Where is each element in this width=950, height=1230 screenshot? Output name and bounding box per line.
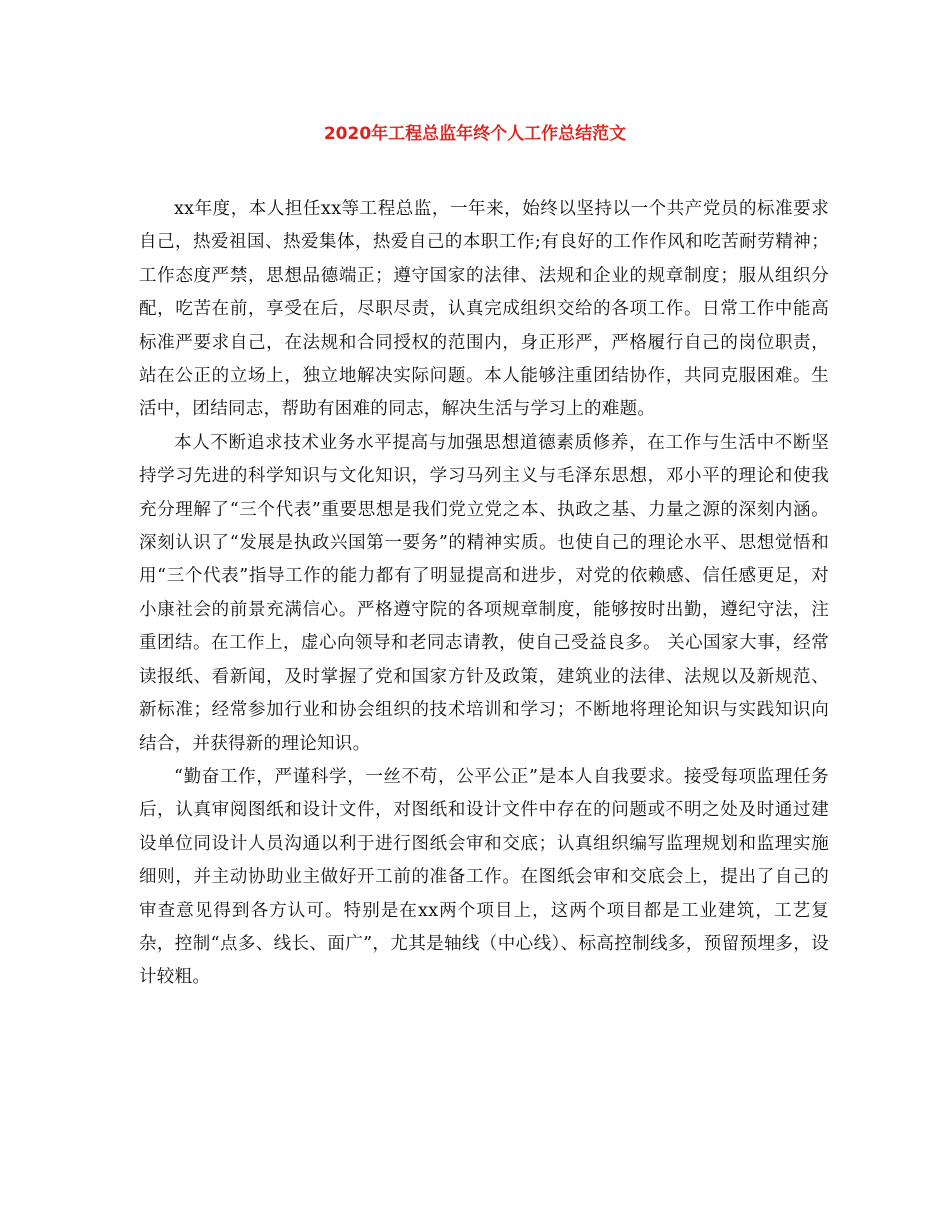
paragraph-3: “勤奋工作，严谨科学，一丝不苟，公平公正”是本人自我要求。接受每项监理任务后，认真审阅图纸和设计文件，对图纸和设计文件中存在的问题或不明之处及时通过建设单位同设计人员沟通以利于进行图纸会审和交底；认真组织编写监理规划和监理实施细则，并主动协助业主做好开工前的准备工作。在图纸会审和交底会上，提出了自己的审查意见得到各方认可。特别是在xx两个项目上，这两个项目都是工业建筑，工艺复杂，控制“点多、线长、面广”，尤其是轴线（中心线）、标高控制线多，预留预埋多，设计较粗。 [139, 766, 829, 988]
paragraph-1: xx年度，本人担任xx等工程总监，一年来，始终以坚持以一个共产党员的标准要求自己，热爱祖国、热爱集体，热爱自己的本职工作;有良好的工作作风和吃苦耐劳精神；工作态度严禁，思想品德端正；遵守国家的法律、法规和企业的规章制度；服从组织分配，吃苦在前，享受在后，尽职尽责，认真完成组织交给的各项工作。日常工作中能高标准严要求自己，在法规和合同授权的范围内，身正形严，严格履行自己的岗位职责，站在公正的立场上，独立地解决实际问题。本人能够注重团结协作，共同克服困难。生活中，团结同志，帮助有困难的同志，解决生活与学习上的难题。 [139, 199, 829, 420]
document-title: 2020年工程总监年终个人工作总结范文 [323, 124, 627, 144]
paragraph-2: 本人不断追求技术业务水平提高与加强思想道德素质修养，在工作与生活中不断坚持学习先进的科学知识与文化知识，学习马列主义与毛泽东思想，邓小平的理论和使我充分理解了“三个代表”重要思想是我们党立党之本、执政之基、力量之源的深刻内涵。深刻认识了“发展是执政兴国第一要务”的精神实质。也使自己的理论水平、思想觉悟和用“三个代表”指导工作的能力都有了明显提高和进步，对党的依赖感、信任感更足，对小康社会的前景充满信心。严格遵守院的各项规章制度，能够按时出勤，遵纪守法，注重团结。在工作上，虚心向领导和老同志请教，使自己受益良多。 关心国家大事，经常读报纸、看新闻，及时掌握了党和国家方针及政策，建筑业的法律、法规以及新规范、新标准；经常参加行业和协会组织的技术培训和学习；不断地将理论知识与实践知识向结合，并获得新的理论知识。 [139, 432, 829, 754]
document-body [139, 193, 829, 995]
